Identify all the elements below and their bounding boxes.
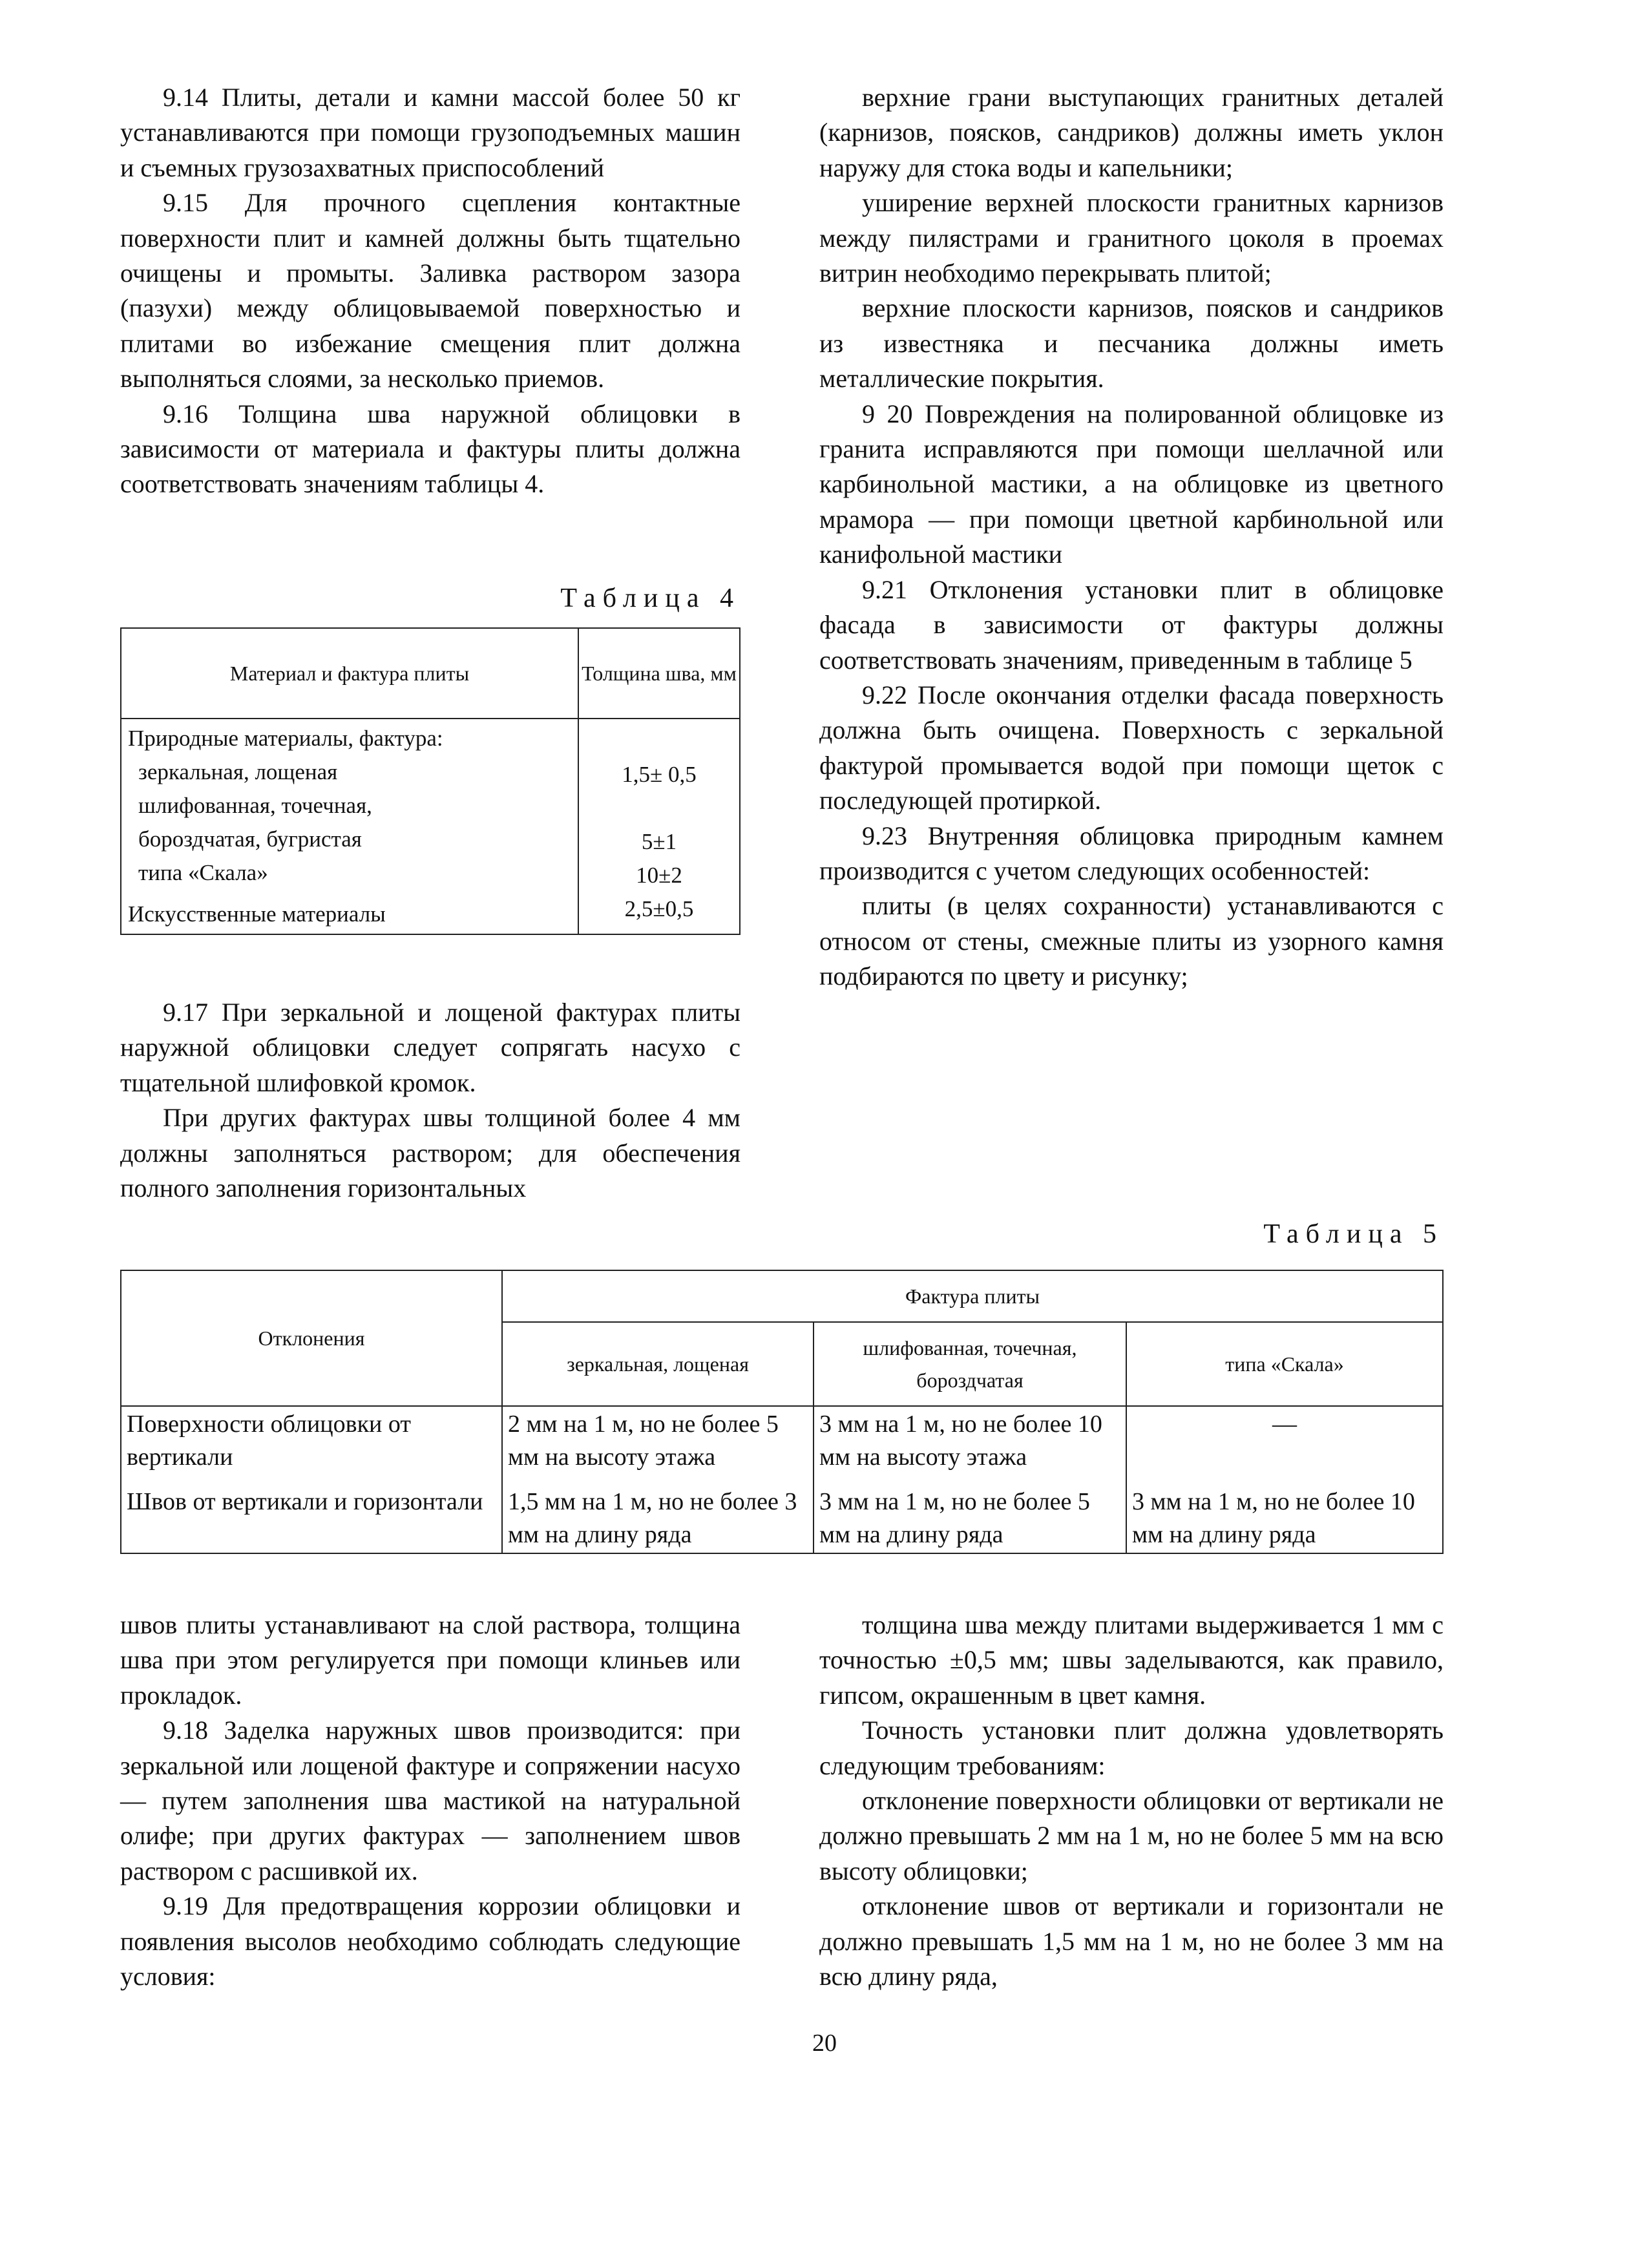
list-item-upper-faces: верхние грани выступающих гранитных деталей (карнизов, поясков, сандриков) должны иметь уклон наружу для стока воды и капельники; xyxy=(819,83,1444,182)
table-4-thickness-value: 10±2 xyxy=(636,863,682,888)
table-4-material-line: Природные материалы, фактура: xyxy=(128,726,443,751)
table-4-material-line: типа «Скала» xyxy=(138,860,268,885)
paragraph-9-22: 9.22 После окончания отделки фасада поверхность должна быть очищена. Поверхность с зеркальной фактурой промывается водой при помощи щеток с последующей протиркой. xyxy=(819,680,1444,815)
list-item-metal-cover: верхние плоскости карнизов, поясков и сандриков из известняка и песчаника должны иметь металлические покрытия. xyxy=(819,293,1444,394)
paragraph-9-19: 9.19 Для предотвращения коррозии облицовки и появления высолов необходимо соблюдать следующие условия: xyxy=(120,1891,740,1991)
table-4-header-thickness: Толщина шва, мм xyxy=(578,628,740,719)
table-5-cell: — xyxy=(1126,1406,1443,1475)
paragraph-9-20: 9 20 Повреждения на полированной облицовке из гранита исправляются при помощи шеллачной или карбинольной мастики, а на облицовке из цветного мрамора — при помощи цветной карбинольной или канифольной мастики xyxy=(819,399,1444,569)
paragraph-9-21: 9.21 Отклонения установки плит в облицовке фасада в зависимости от фактуры должны соответствовать значениям, приведенным в таблице 5 xyxy=(819,574,1444,675)
paragraph-9-17: 9.17 При зеркальной и лощеной фактурах плиты наружной облицовки следует сопрягать насухо с тщательной шлифовкой кромок. xyxy=(120,998,740,1097)
table-5-subheader: типа «Скала» xyxy=(1126,1322,1443,1406)
table-5-cell: 3 мм на 1 м, но не более 5 мм на длину ряда xyxy=(814,1475,1126,1553)
table-4-thickness-value: 1,5± 0,5 xyxy=(622,762,697,787)
table-5 xyxy=(120,1270,1444,1554)
table-4-material-cell xyxy=(121,719,578,934)
list-item-widening: уширение верхней плоскости гранитных карнизов между пилястрами и гранитного цоколя в проемах витрин необходимо перекрывать плитой; xyxy=(819,188,1444,288)
table-4-material-line: Искусственные материалы xyxy=(128,901,386,927)
table-5-row-label: Поверхности облицовки от вертикали xyxy=(121,1406,502,1475)
table-5-caption: Таблица 5 xyxy=(1263,1219,1444,1249)
left-column-bottom xyxy=(120,1608,740,1994)
table-4 xyxy=(120,627,740,935)
paragraph-9-16: 9.16 Толщина шва наружной облицовки в зависимости от материала и фактуры плиты должна соответствовать значениям таблицы 4. xyxy=(120,399,740,499)
paragraph-other-textures: При других фактурах швы толщиной более 4 мм должны заполняться раствором; для обеспечения полного заполнения горизонтальных xyxy=(120,1103,740,1203)
left-column-top xyxy=(120,80,740,502)
paragraph-9-23: 9.23 Внутренняя облицовка природным камнем производится с учетом следующих особенностей: xyxy=(819,821,1444,885)
table-5-subheader: зеркальная, лощеная xyxy=(502,1322,814,1406)
paragraph-continued: швов плиты устанавливают на слой раствора, толщина шва при этом регулируется при помощи клиньев или прокладок. xyxy=(120,1610,740,1710)
right-column-bottom xyxy=(819,1608,1444,1994)
table-4-material-line: зеркальная, лощеная xyxy=(138,759,338,784)
table-5-cell: 3 мм на 1 м, но не более 10 мм на высоту этажа xyxy=(814,1406,1126,1475)
table-4-thickness-value: 5±1 xyxy=(641,829,677,854)
table-5-cell: 3 мм на 1 м, но не более 10 мм на длину ряда xyxy=(1126,1475,1443,1553)
table-5-cell: 1,5 мм на 1 м, но не более 3 мм на длину ряда xyxy=(502,1475,814,1553)
table-4-header-material: Материал и фактура плиты xyxy=(121,628,578,719)
paragraph-9-15: 9.15 Для прочного сцепления контактные поверхности плит и камней должны быть тщательно очищены и промыты. Заливка раствором зазора (пазухи) между облицовываемой поверхностью и плитами во избежание смещения плит должна выполняться слоями, за несколько приемов. xyxy=(120,188,740,394)
paragraph-9-14: 9.14 Плиты, детали и камни массой более 50 кг устанавливаются при помощи грузоподъемных машин и съемных грузозахватных приспособлений xyxy=(120,83,740,182)
table-5-row-label: Швов от вертикали и горизонтали xyxy=(121,1475,502,1553)
table-4-thickness-value: 2,5±0,5 xyxy=(624,896,694,921)
table-4-thickness-value xyxy=(582,792,737,825)
paragraph-9-18: 9.18 Заделка наружных швов производится: при зеркальной или лощеной фактуре и сопряжении насухо — путем заполнения шва мастикой на натуральной олифе; при других фактурах — заполнением швов раствором с расшивкой их. xyxy=(120,1716,740,1885)
table-4-thickness-cell xyxy=(578,719,740,934)
table-4-material-line: бороздчатая, бугристая xyxy=(138,826,362,852)
left-column-middle xyxy=(120,995,740,1206)
list-item-joint-deviation: отклонение швов от вертикали и горизонтали не должно превышать 1,5 мм на 1 м, но не более 3 мм на всю длину ряда, xyxy=(819,1891,1444,1991)
table-5-subheader: шлифованная, точечная, бороздчатая xyxy=(814,1322,1126,1406)
table-4-caption: Таблица 4 xyxy=(560,583,740,613)
list-item-surface-deviation: отклонение поверхности облицовки от вертикали не должно превышать 2 мм на 1 м, но не более 5 мм на всю высоту облицовки; xyxy=(819,1786,1444,1885)
list-item-plates-offset: плиты (в целях сохранности) устанавливаются с относом от стены, смежные плиты из узорного камня подбираются по цвету и рисунку; xyxy=(819,891,1444,991)
table-5-header-deviation: Отклонения xyxy=(121,1270,502,1406)
paragraph-accuracy: Точность установки плит должна удовлетворять следующим требованиям: xyxy=(819,1716,1444,1780)
list-item-joint-thickness: толщина шва между плитами выдерживается 1 мм с точностью ±0,5 мм; швы заделываются, как правило, гипсом, окрашенным в цвет камня. xyxy=(819,1610,1444,1710)
right-column-top xyxy=(819,80,1444,994)
table-4-material-line: шлифованная, точечная, xyxy=(138,793,372,818)
page-number: 20 xyxy=(812,2030,837,2057)
table-5-cell: 2 мм на 1 м, но не более 5 мм на высоту этажа xyxy=(502,1406,814,1475)
table-5-header-texture: Фактура плиты xyxy=(502,1270,1443,1322)
